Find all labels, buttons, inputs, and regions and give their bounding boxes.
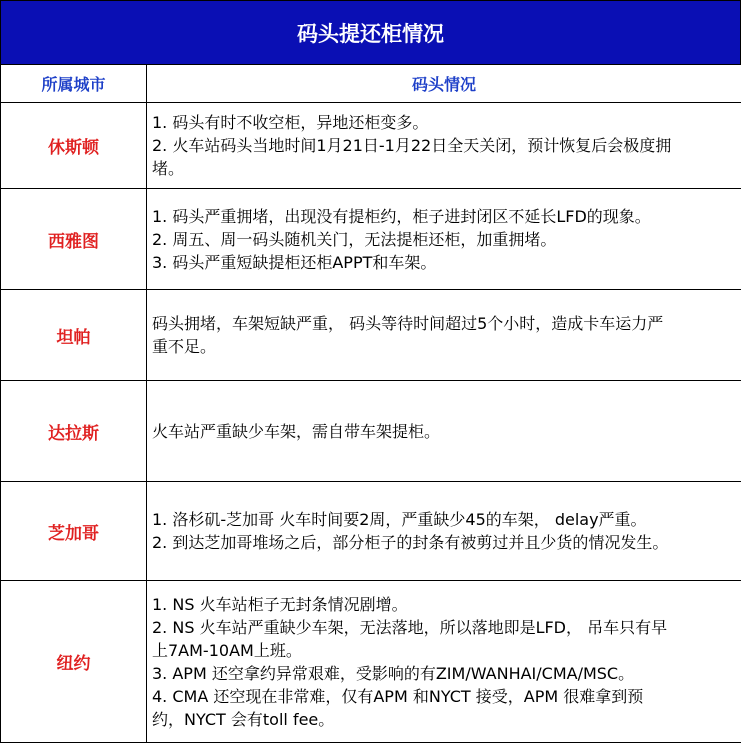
header-status: 码头情况	[147, 65, 741, 103]
table-row	[1, 290, 741, 381]
status-line: 1. 码头严重拥堵，出现没有提柜约，柜子进封闭区不延长LFD的现象。	[152, 205, 735, 228]
header-city: 所属城市	[1, 65, 147, 103]
table-row	[1, 381, 741, 482]
status-cell	[147, 103, 741, 189]
status-line: 2. NS 火车站严重缺少车架，无法落地，所以落地即是LFD， 吊车只有早	[152, 616, 735, 639]
status-line: 约，NYCT 会有toll fee。	[152, 708, 735, 731]
city-cell: 达拉斯	[1, 381, 147, 482]
city-cell: 纽约	[1, 581, 147, 743]
status-line: 2. 周五、周一码头随机关门，无法提柜还柜，加重拥堵。	[152, 228, 735, 251]
status-line: 1. NS 火车站柜子无封条情况剧增。	[152, 593, 735, 616]
table-title: 码头提还柜情况	[0, 0, 741, 65]
status-line: 3. APM 还空拿约异常艰难，受影响的有ZIM/WANHAI/CMA/MSC。	[152, 662, 735, 685]
city-cell: 西雅图	[1, 189, 147, 290]
status-line: 1. 码头有时不收空柜，异地还柜变多。	[152, 111, 735, 134]
status-cell	[147, 482, 741, 581]
status-line: 火车站严重缺少车架，需自带车架提柜。	[152, 420, 735, 443]
status-cell	[147, 581, 741, 743]
table-row	[1, 581, 741, 743]
status-line: 2. 火车站码头当地时间1月21日-1月22日全天关闭，预计恢复后会极度拥	[152, 134, 735, 157]
city-cell: 芝加哥	[1, 482, 147, 581]
status-line: 上7AM-10AM上班。	[152, 639, 735, 662]
status-line: 堵。	[152, 157, 735, 180]
table-row	[1, 189, 741, 290]
city-cell: 坦帕	[1, 290, 147, 381]
status-cell	[147, 189, 741, 290]
status-line: 4. CMA 还空现在非常难，仅有APM 和NYCT 接受，APM 很难拿到预	[152, 685, 735, 708]
terminal-status-table	[0, 64, 741, 743]
status-line: 3. 码头严重短缺提柜还柜APPT和车架。	[152, 251, 735, 274]
status-cell	[147, 381, 741, 482]
status-line: 重不足。	[152, 335, 735, 358]
status-cell	[147, 290, 741, 381]
city-cell: 休斯顿	[1, 103, 147, 189]
status-line: 2. 到达芝加哥堆场之后，部分柜子的封条有被剪过并且少货的情况发生。	[152, 531, 735, 554]
status-line: 1. 洛杉矶-芝加哥 火车时间要2周，严重缺少45的车架， delay严重。	[152, 508, 735, 531]
table-row	[1, 482, 741, 581]
table-row	[1, 103, 741, 189]
header-row	[1, 65, 741, 103]
status-line: 码头拥堵，车架短缺严重， 码头等待时间超过5个小时，造成卡车运力严	[152, 312, 735, 335]
